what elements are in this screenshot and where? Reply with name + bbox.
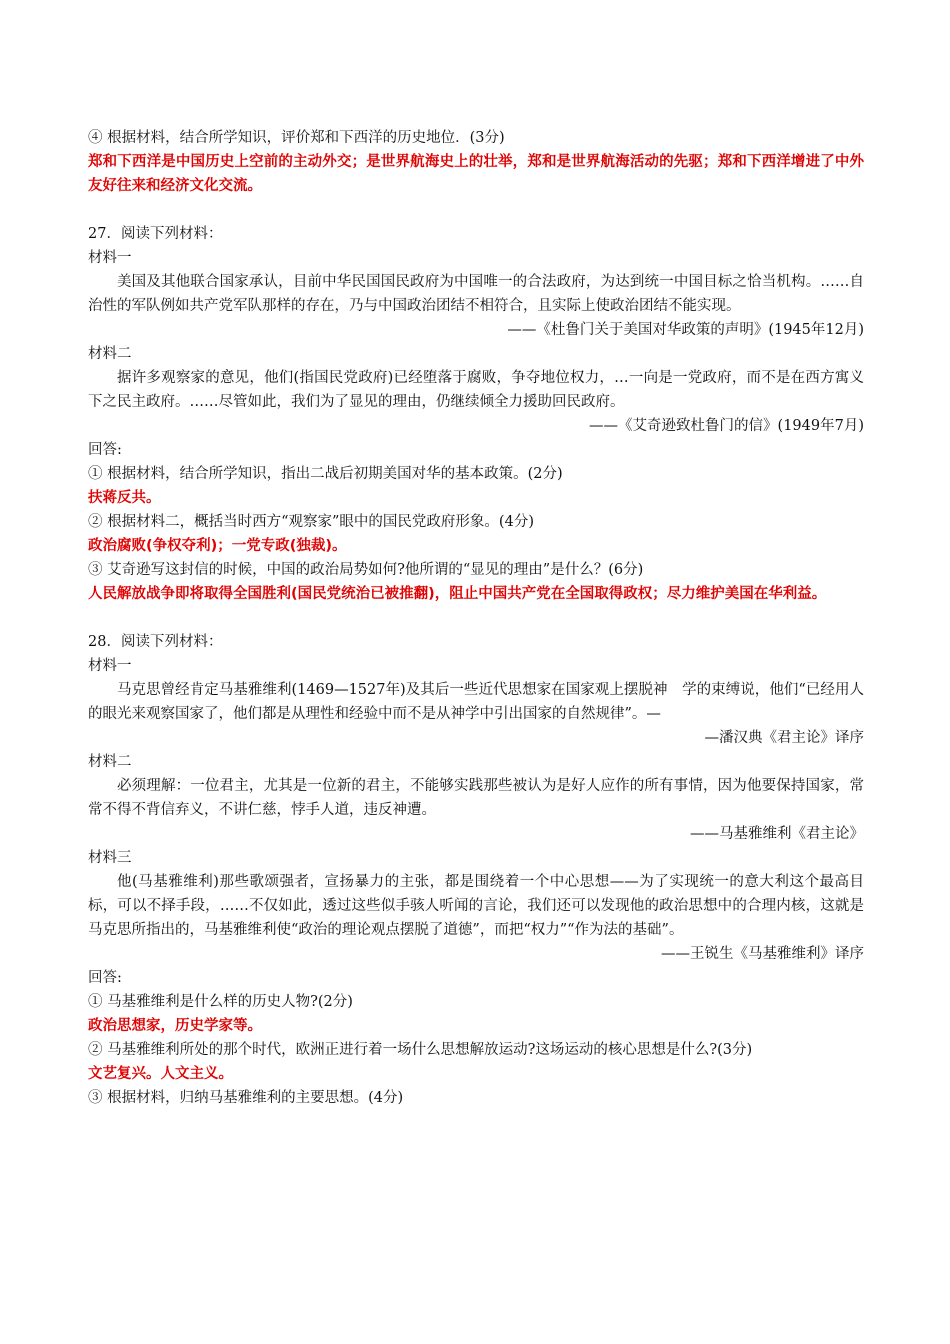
- q27-material1-label: 材料一: [88, 250, 132, 266]
- q27-material1-text: 美国及其他联合国家承认，目前中华民国国民政府为中国唯一的合法政府，为达到统一中国目标之恰当机构。……自治性的军队例如共产党军队那样的存在，乃与中国政治团结不相符合，且实际上使政治团结不能实现。: [88, 274, 864, 314]
- q26-sub4-answer: 郑和下西洋是中国历史上空前的主动外交；是世界航海史上的壮举，郑和是世界航海活动的先驱；郑和下西洋增进了中外友好往来和经济文化交流。: [88, 154, 864, 194]
- q28-material2-label: 材料二: [88, 754, 132, 770]
- q28-material1-label: 材料一: [88, 658, 132, 674]
- q28-sub2-question: ② 马基雅维利所处的那个时代，欧洲正进行着一场什么思想解放运动?这场运动的核心思想是什么?(3分): [88, 1042, 753, 1058]
- q27-sub3-answer: 人民解放战争即将取得全国胜利(国民党统治已被推翻)，阻止中国共产党在全国取得政权；尽力维护美国在华利益。: [88, 586, 827, 602]
- q27-answer-label: 回答:: [88, 442, 122, 458]
- q28-material2-text: 必须理解：一位君主，尤其是一位新的君主，不能够实践那些被认为是好人应作的所有事情，因为他要保持国家，常常不得不背信弃义，不讲仁慈，悖手人道，违反神遭。: [88, 778, 864, 818]
- q27-sub2-question: ② 根据材料二，概括当时西方“观察家”眼中的国民党政府形象。(4分): [88, 514, 534, 530]
- q27-material1-source: ——《杜鲁门关于美国对华政策的声明》(1945年12月): [507, 322, 864, 338]
- q28-sub3-question: ③ 根据材料，归纳马基雅维利的主要思想。(4分): [88, 1090, 404, 1106]
- q28-material3-text: 他(马基雅维利)那些歌颂强者，宣扬暴力的主张，都是围绕着一个中心思想——为了实现统一的意大利这个最高目标，可以不择手段，……不仅如此，透过这些似手骇人听闻的言论，我们还可以发现他的政治思想中的合理内核，这就是马克思所指出的，马基雅维利使“政治的理论观点摆脱了道德”，而把“权力”“作为法的基础”。: [88, 874, 864, 938]
- q28-material3-source: ——王锐生《马基雅维利》译序: [661, 946, 864, 962]
- q28-title: 28．阅读下列材料：: [88, 634, 223, 650]
- q28-material1-source: —潘汉典《君主论》译序: [704, 730, 864, 746]
- q27-title: 27．阅读下列材料：: [88, 226, 223, 242]
- q28-sub2-answer: 文艺复兴。人文主义。: [88, 1066, 233, 1082]
- q27-sub1-answer: 扶蒋反共。: [88, 490, 161, 506]
- q27-material2-text: 据许多观察家的意见，他们(指国民党政府)已经堕落于腐败，争夺地位权力，…一向是一党政府，而不是在西方寓义下之民主政府。……尽管如此，我们为了显见的理由，仍继续倾全力援助回民政府。: [88, 370, 864, 410]
- q27-sub1-question: ① 根据材料，结合所学知识，指出二战后初期美国对华的基本政策。(2分): [88, 466, 563, 482]
- q26-sub4-question: ④ 根据材料，结合所学知识，评价郑和下西洋的历史地位．(3分): [88, 130, 505, 146]
- q28-material1-text: 马克思曾经肯定马基雅维利(1469—1527年)及其后一些近代思想家在国家观上摆脱神 学的束缚说，他们“已经用人的眼光来观察国家了，他们都是从理性和经验中而不是从神学中引出国家的自然规律”。—: [88, 682, 864, 722]
- q27-material2-source: ——《艾奇逊致杜鲁门的信》(1949年7月): [589, 418, 864, 434]
- q27-sub2-answer: 政治腐败(争权夺利)；一党专政(独裁)。: [88, 538, 347, 554]
- q28-sub1-answer: 政治思想家，历史学家等。: [88, 1018, 262, 1034]
- document-page: [88, 126, 864, 1110]
- q28-answer-label: 回答:: [88, 970, 122, 986]
- q28-material3-label: 材料三: [88, 850, 132, 866]
- q27-material2-label: 材料二: [88, 346, 132, 362]
- q28-material2-source: ——马基雅维利《君主论》: [690, 826, 864, 842]
- q28-sub1-question: ① 马基雅维利是什么样的历史人物?(2分): [88, 994, 353, 1010]
- q27-sub3-question: ③ 艾奇逊写这封信的时候，中国的政治局势如何?他所谓的“显见的理由”是什么？(6分): [88, 562, 644, 578]
